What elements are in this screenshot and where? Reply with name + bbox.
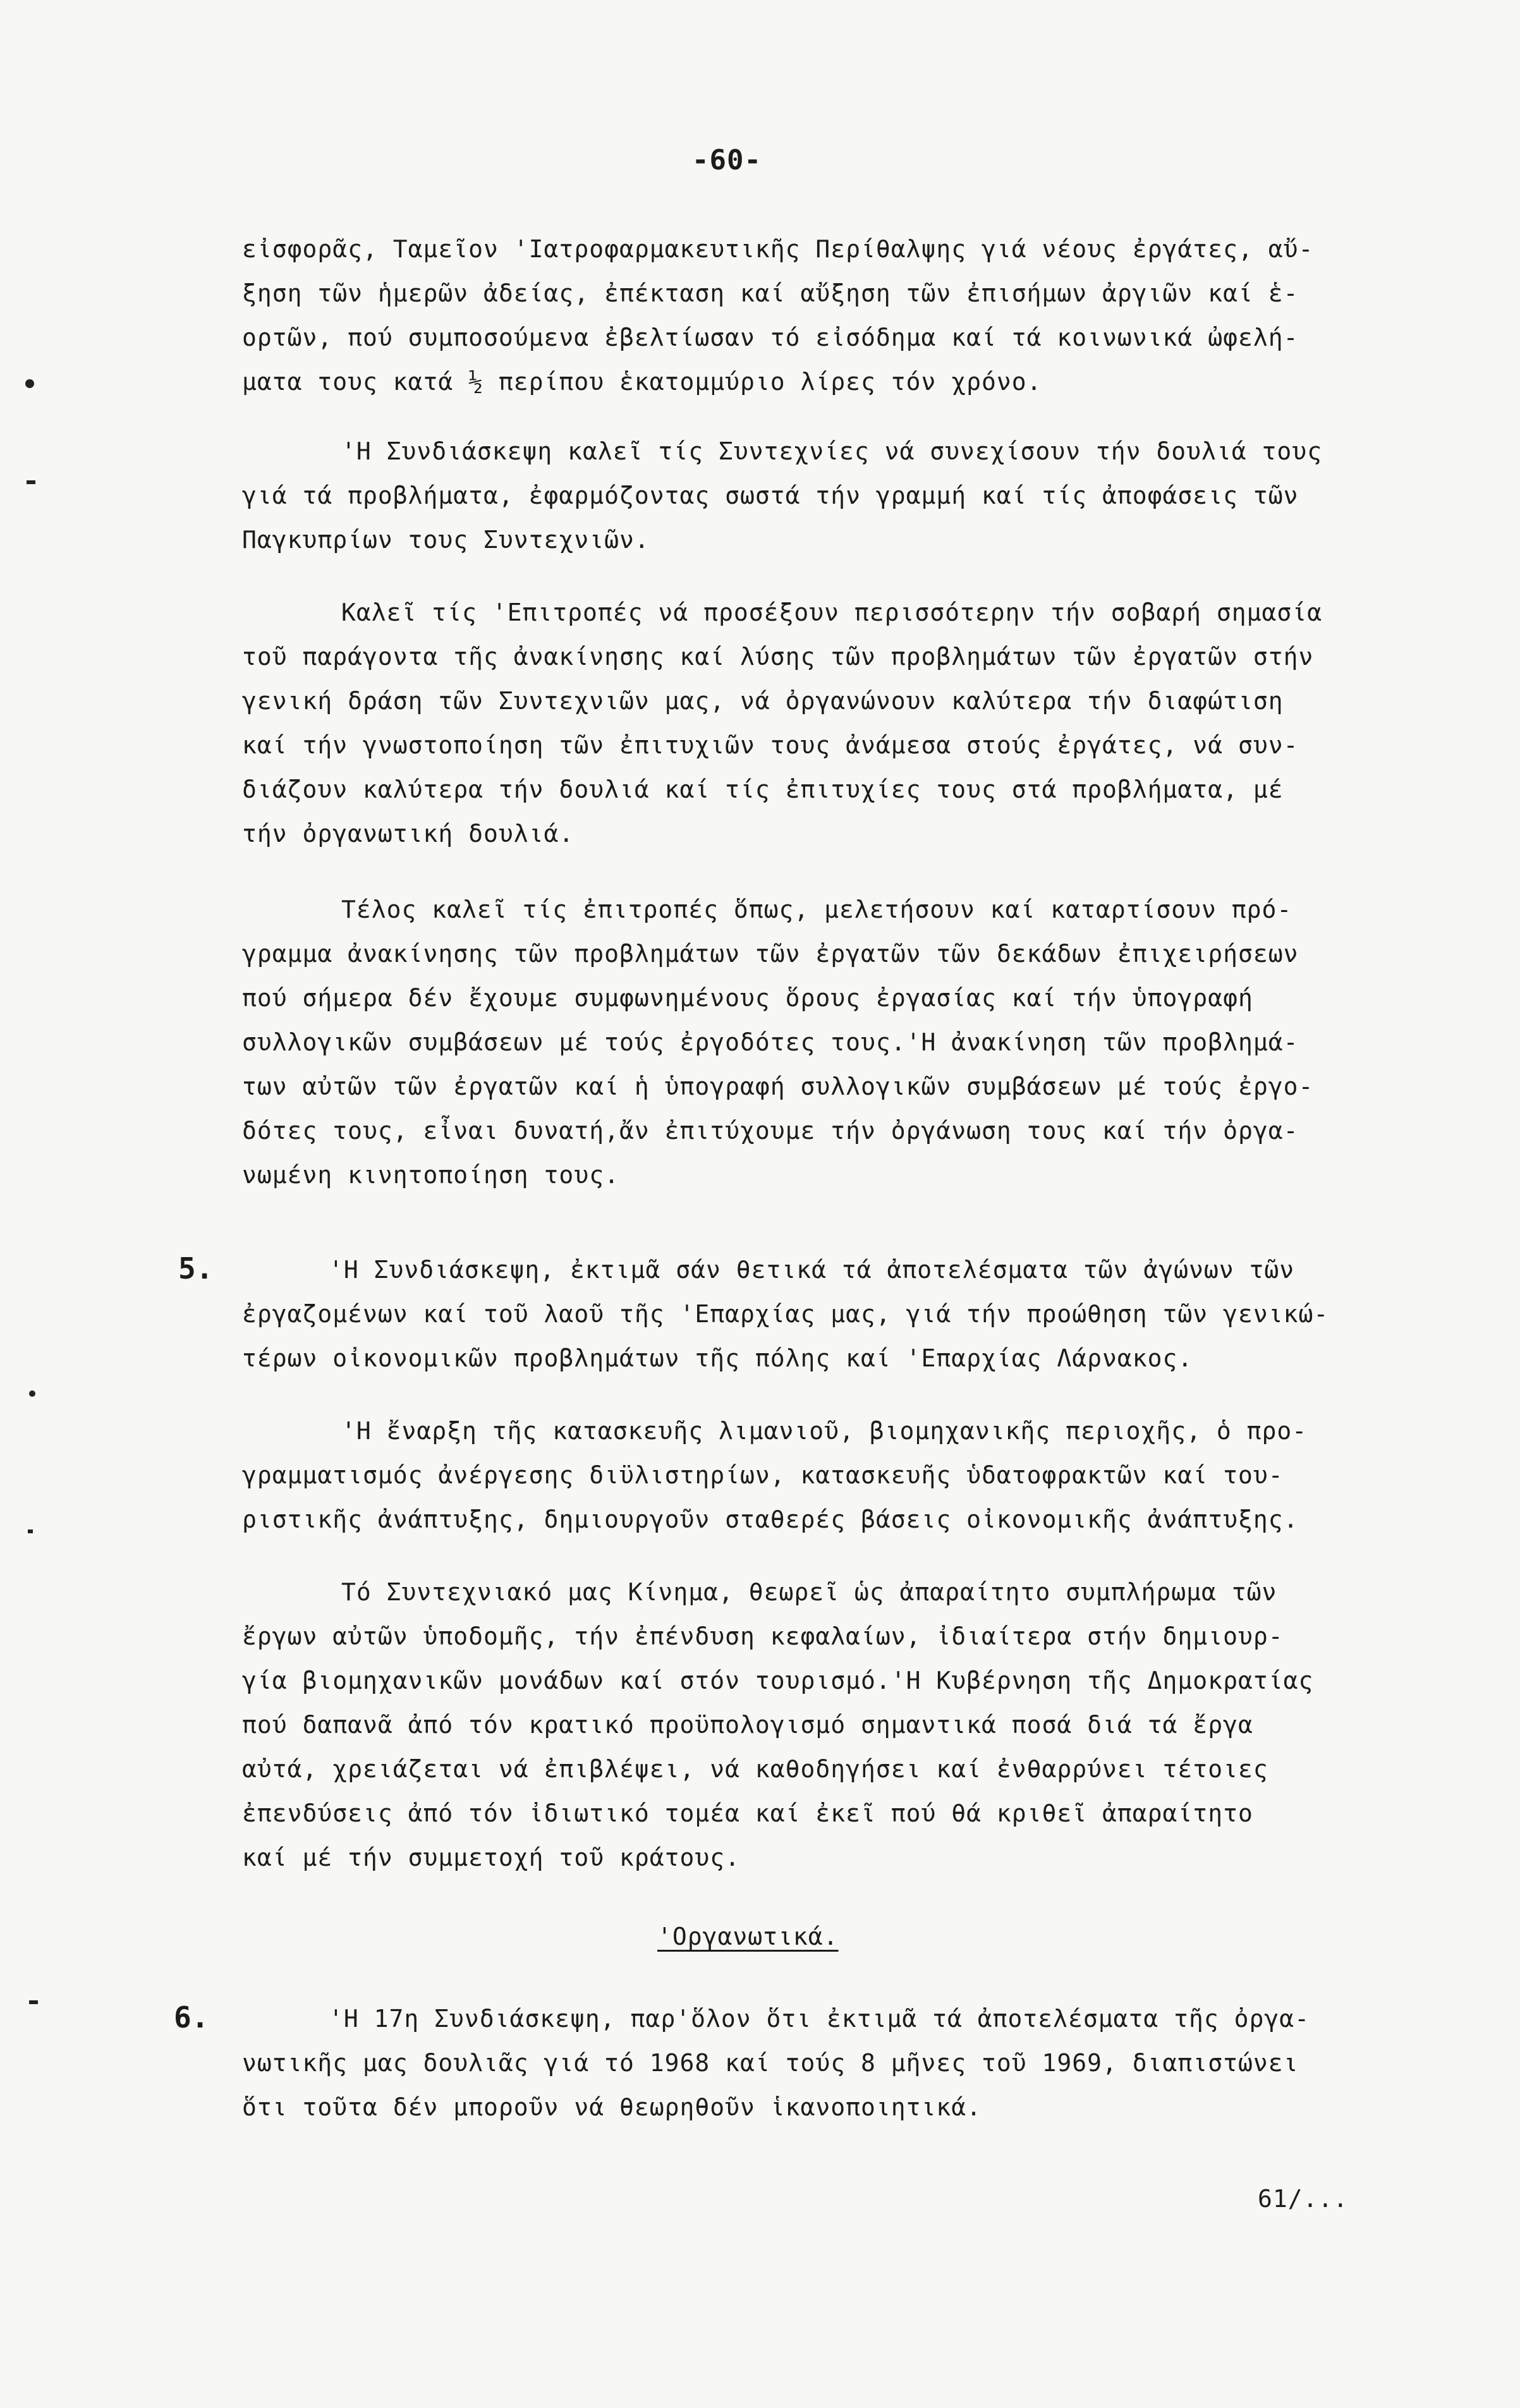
paragraph-line: τήν ὀργανωτική δουλιά.	[242, 820, 575, 848]
paragraph-line: Παγκυπρίων τους Συντεχνιῶν.	[242, 526, 650, 554]
continuation-marker: 61/...	[1258, 2185, 1349, 2213]
paragraph-line: 'Η Συνδιάσκεψη, ἐκτιμᾶ σάν θετικά τά ἀποτελέσματα τῶν ἀγώνων τῶν	[329, 1256, 1295, 1284]
page-number: -60-	[692, 144, 762, 176]
paragraph-line: 'Η 17η Συνδιάσκεψη, παρ'ὅλον ὅτι ἐκτιμᾶ τά ἀποτελέσματα τῆς ὀργα-	[329, 2005, 1310, 2033]
paragraph-line: ὅτι τοῦτα δέν μποροῦν νά θεωρηθοῦν ἱκανοποιητικά.	[242, 2093, 982, 2121]
paragraph-line: καί τήν γνωστοποίηση τῶν ἐπιτυχιῶν τους ἀνάμεσα στούς ἐργάτες, νά συν-	[242, 731, 1299, 759]
paragraph-line: 'Η Συνδιάσκεψη καλεῖ τίς Συντεχνίες νά συνεχίσουν τήν δουλιά τους	[341, 437, 1323, 465]
paragraph-line: συλλογικῶν συμβάσεων μέ τούς ἐργοδότες τους.'Η ἀνακίνηση τῶν προβλημά-	[242, 1028, 1299, 1056]
paragraph-line: Καλεῖ τίς 'Επιτροπές νά προσέξουν περισσότερην τήν σοβαρή σημασία	[341, 599, 1323, 626]
paragraph-line: δότες τους, εἶναι δυνατή,ἄν ἐπιτύχουμε τήν ὀργάνωση τους καί τήν ὀργα-	[242, 1117, 1299, 1145]
paragraph-line: ριστικῆς ἀνάπτυξης, δημιουργοῦν σταθερές βάσεις οἰκονομικῆς ἀνάπτυξης.	[242, 1505, 1299, 1533]
paragraph-line: ξηση τῶν ἡμερῶν ἀδείας, ἐπέκταση καί αὔξηση τῶν ἐπισήμων ἀργιῶν καί ἑ-	[242, 279, 1299, 307]
paragraph-line: ἐργαζομένων καί τοῦ λαοῦ τῆς 'Επαρχίας μας, γιά τήν προώθηση τῶν γενικώ-	[242, 1300, 1329, 1328]
paragraph-line: Τό Συντεχνιακό μας Κίνημα, θεωρεῖ ὡς ἀπαραίτητο συμπλήρωμα τῶν	[341, 1578, 1277, 1606]
paragraph-line: Τέλος καλεῖ τίς ἐπιτροπές ὅπως, μελετήσουν καί καταρτίσουν πρό-	[341, 896, 1292, 923]
section-heading: 'Οργανωτικά.	[657, 1923, 839, 1950]
margin-mark	[29, 1390, 35, 1397]
paragraph-line: 'Η ἔναρξη τῆς κατασκευῆς λιμανιοῦ, βιομηχανικῆς περιοχῆς, ὁ προ-	[341, 1417, 1308, 1445]
paragraph-line: νωτικῆς μας δουλιᾶς γιά τό 1968 καί τούς 8 μῆνες τοῦ 1969, διαπιστώνει	[242, 2049, 1299, 2077]
paragraph-line: ματα τους κατά ½ περίπου ἑκατομμύριο λίρες τόν χρόνο.	[242, 368, 1042, 396]
paragraph-line: διάζουν καλύτερα τήν δουλιά καί τίς ἐπιτυχίες τους στά προβλήματα, μέ	[242, 775, 1284, 803]
item-number: 6.	[174, 2000, 209, 2034]
paragraph-line: πού σήμερα δέν ἔχουμε συμφωνημένους ὅρους ἐργασίας καί τήν ὑπογραφή	[242, 984, 1253, 1012]
item-number: 5.	[178, 1251, 214, 1286]
paragraph-line: ορτῶν, πού συμποσούμενα ἐβελτίωσαν τό εἰσόδημα καί τά κοινωνικά ὠφελή-	[242, 324, 1299, 351]
paragraph-line: τέρων οἰκονομικῶν προβλημάτων τῆς πόλης καί 'Επαρχίας Λάρνακος.	[242, 1344, 1193, 1372]
paragraph-line: γιά τά προβλήματα, ἐφαρμόζοντας σωστά τήν γραμμή καί τίς ἀποφάσεις τῶν	[242, 482, 1299, 509]
paragraph-line: τοῦ παράγοντα τῆς ἀνακίνησης καί λύσης τῶν προβλημάτων τῶν ἐργατῶν στήν	[242, 643, 1314, 671]
paragraph-line: ἔργων αὐτῶν ὑποδομῆς, τήν ἐπένδυση κεφαλαίων, ἰδιαίτερα στήν δημιουρ-	[242, 1622, 1284, 1650]
paragraph-line: των αὐτῶν τῶν ἐργατῶν καί ἡ ὑπογραφή συλλογικῶν συμβάσεων μέ τούς ἐργο-	[242, 1073, 1314, 1100]
margin-mark	[27, 480, 35, 484]
paragraph-line: γενική δράση τῶν Συντεχνιῶν μας, νά ὀργανώνουν καλύτερα τήν διαφώτιση	[242, 687, 1284, 715]
paragraph-line: ἐπενδύσεις ἀπό τόν ἰδιωτικό τομέα καί ἐκεῖ πού θά κριθεῖ ἀπαραίτητο	[242, 1799, 1253, 1827]
margin-mark	[25, 379, 34, 388]
paragraph-line: γία βιομηχανικῶν μονάδων καί στόν τουρισμό.'Η Κυβέρνηση τῆς Δημοκρατίας	[242, 1667, 1314, 1694]
paragraph-line: γραμμα ἀνακίνησης τῶν προβλημάτων τῶν ἐργατῶν τῶν δεκάδων ἐπιχειρήσεων	[242, 940, 1299, 968]
paragraph-line: νωμένη κινητοποίηση τους.	[242, 1161, 619, 1189]
paragraph-line: αὐτά, χρειάζεται νά ἐπιβλέψει, νά καθοδηγήσει καί ἐνθαρρύνει τέτοιες	[242, 1755, 1268, 1783]
paragraph-line: γραμματισμός ἀνέργεσης διϋλιστηρίων, κατασκευῆς ὑδατοφρακτῶν καί του-	[242, 1461, 1284, 1489]
paragraph-line: πού δαπανᾶ ἀπό τόν κρατικό προϋπολογισμό σημαντικά ποσά διά τά ἔργα	[242, 1711, 1253, 1739]
paragraph-line: εἰσφορᾶς, Ταμεῖον 'Ιατροφαρμακευτικῆς Περίθαλψης γιά νέους ἐργάτες, αὔ-	[242, 235, 1314, 263]
paragraph-line: καί μέ τήν συμμετοχή τοῦ κράτους.	[242, 1844, 740, 1871]
margin-mark	[28, 1529, 33, 1533]
margin-mark	[29, 2000, 38, 2004]
